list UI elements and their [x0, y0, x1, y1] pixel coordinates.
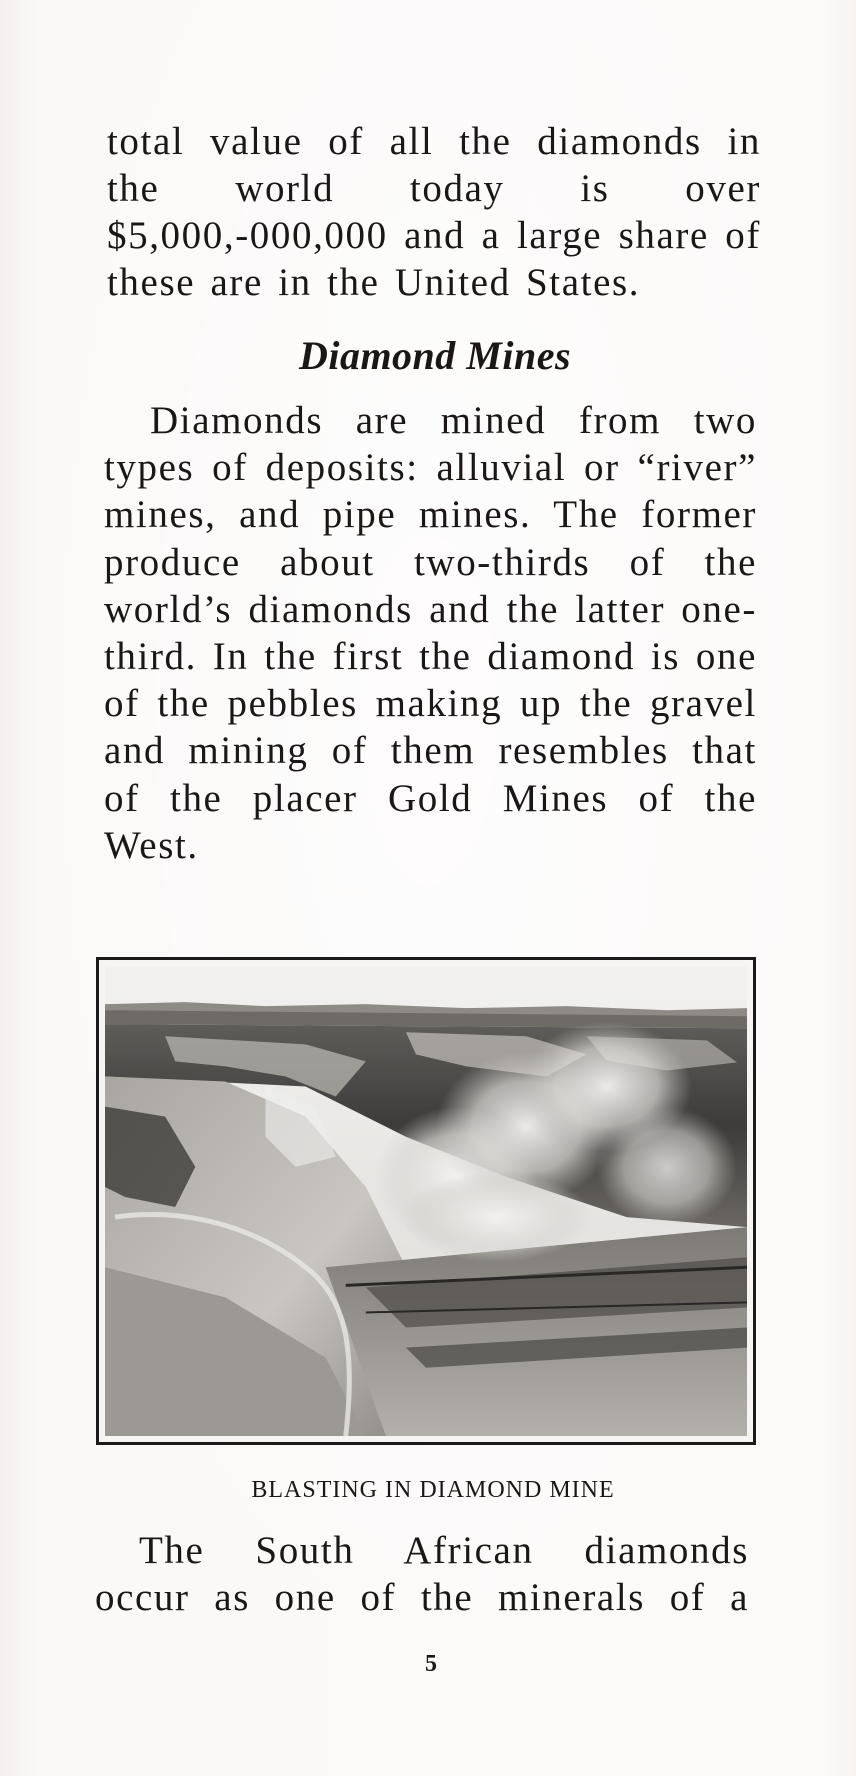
- figure-caption: BLASTING IN DIAMOND MINE: [251, 1477, 615, 1503]
- page-number: 5: [425, 1651, 437, 1677]
- section-heading: Diamond Mines: [298, 333, 572, 378]
- paragraph-south-african: The South African diamonds occur as one of the minerals of a: [95, 1529, 749, 1619]
- mine-photograph: [96, 957, 756, 1445]
- blasting-photo-image: [105, 966, 747, 1436]
- paragraph-diamond-mines: Diamonds are mined from two types of deposits: alluvial or “river” mines, and pipe mines. The former produce about two-thirds of the world’s diamonds and the latter one-third. In the first the diamond is one of the pebbles making up the gravel and mining of them resembles that of the placer Gold Mines of the West.: [104, 399, 757, 867]
- paragraph-diamond-value: total value of all the diamonds in the world today is over $5,000,-000,000 and a large share of these are in the United States.: [107, 120, 761, 304]
